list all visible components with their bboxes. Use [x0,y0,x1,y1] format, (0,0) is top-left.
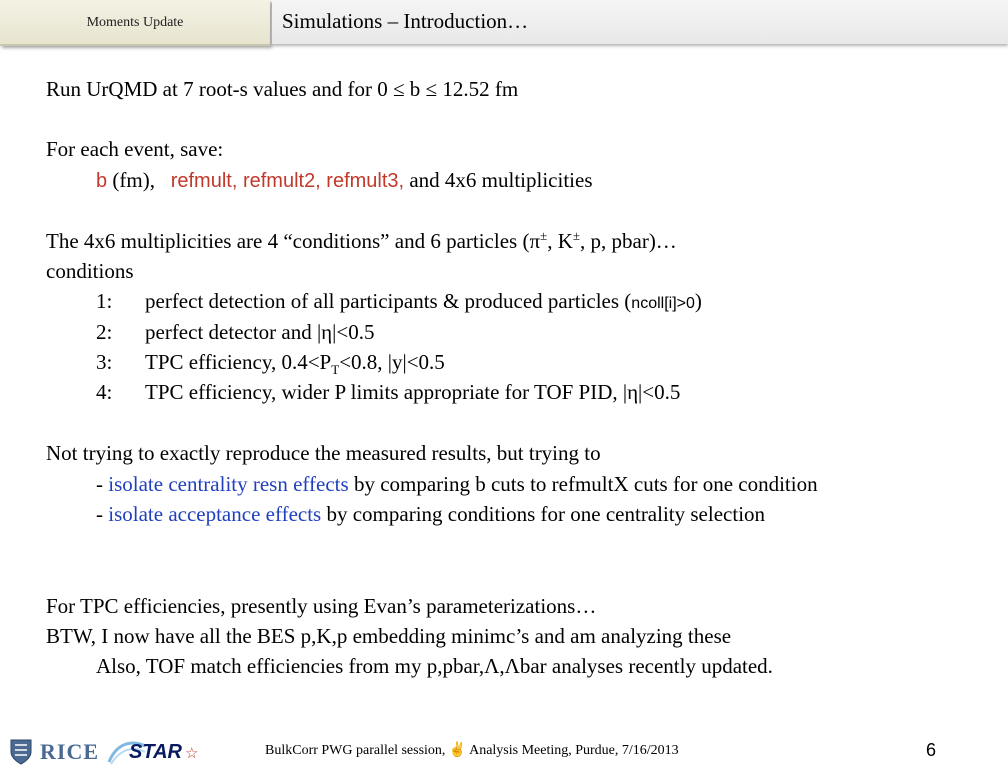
conditions-heading: conditions [46,259,134,283]
btw-line: BTW, I now have all the BES p,K,p embedding minimc’s and am analyzing these [46,624,732,648]
save-b-unit: (fm), [107,168,155,192]
footer-logos [10,735,199,769]
save-heading: For each event, save: [46,137,224,161]
section-tab [0,0,270,46]
run-line: Run UrQMD at 7 root-s values and for 0 ≤ b ≤ 12.52 fm [46,77,519,101]
isolate-centrality-line [96,471,818,497]
iso2-tail: by comparing conditions for one centrality selection [321,502,766,526]
mult-pm2: ± [572,228,580,243]
iso1-highlight: isolate centrality resn effects [108,472,349,496]
isolate-acceptance-line [96,501,765,527]
save-refmult: refmult, refmult2, refmult3, [170,170,405,192]
cond1-text: perfect detection of all participants & produced particles ( [145,289,632,313]
section-label: Moments Update [86,15,184,30]
condition-1 [96,288,702,317]
star-icon: ☆ [185,746,199,762]
cond1-close: ) [694,289,702,313]
mult-pre: The 4x6 multiplicities are 4 “conditions” and 6 particles (π [46,229,541,253]
condition-4 [96,379,680,405]
cond3-tail: <0.8, |y|<0.5 [339,350,445,374]
save-b: b [96,170,108,192]
mult-tail: , p, pbar)… [580,229,677,253]
also-line: Also, TOF match efficiencies from my p,pbar,Λ,Λbar analyses recently updated. [96,654,773,678]
page-number: 6 [926,740,937,760]
cond3-pre: TPC efficiency, 0.4<P [145,350,332,374]
not-trying-line: Not trying to exactly reproduce the measured results, but trying to [46,441,601,465]
iso2-highlight: isolate acceptance effects [108,502,322,526]
mult-k: , K [547,229,573,253]
title-bar [272,0,1008,44]
cond4-num: 4: [96,380,113,404]
iso1-tail: by comparing b cuts to refmultX cuts for one condition [348,472,818,496]
rice-logo: RICE [40,739,100,764]
footer-meeting: BulkCorr PWG parallel session, ✌ Analysis Meeting, Purdue, 7/16/2013 [265,743,679,758]
cond3-num: 3: [96,350,113,374]
mult-pm1: ± [540,228,548,243]
cond2-text: perfect detector and |η|<0.5 [145,320,375,344]
shield-icon [10,739,32,765]
cond4-text: TPC efficiency, wider P limits appropriate for TOF PID, |η|<0.5 [145,380,681,404]
iso2-dash: - [96,502,109,526]
cond1-num: 1: [96,289,113,313]
multiplicities-line [46,228,677,254]
cond2-num: 2: [96,320,113,344]
condition-2 [96,319,374,345]
star-logo [107,738,199,766]
tpc-efficiency-line: For TPC efficiencies, presently using Evan’s parameterizations… [46,594,597,618]
star-label: STAR [129,741,182,763]
slide-title: Simulations – Introduction… [282,9,529,33]
save-tail: and 4x6 multiplicities [404,168,593,192]
condition-3 [96,349,445,378]
cond3-sub: T [331,362,340,378]
save-items [96,167,593,194]
iso1-dash: - [96,472,109,496]
cond1-code: ncoll[i]>0 [631,295,695,312]
